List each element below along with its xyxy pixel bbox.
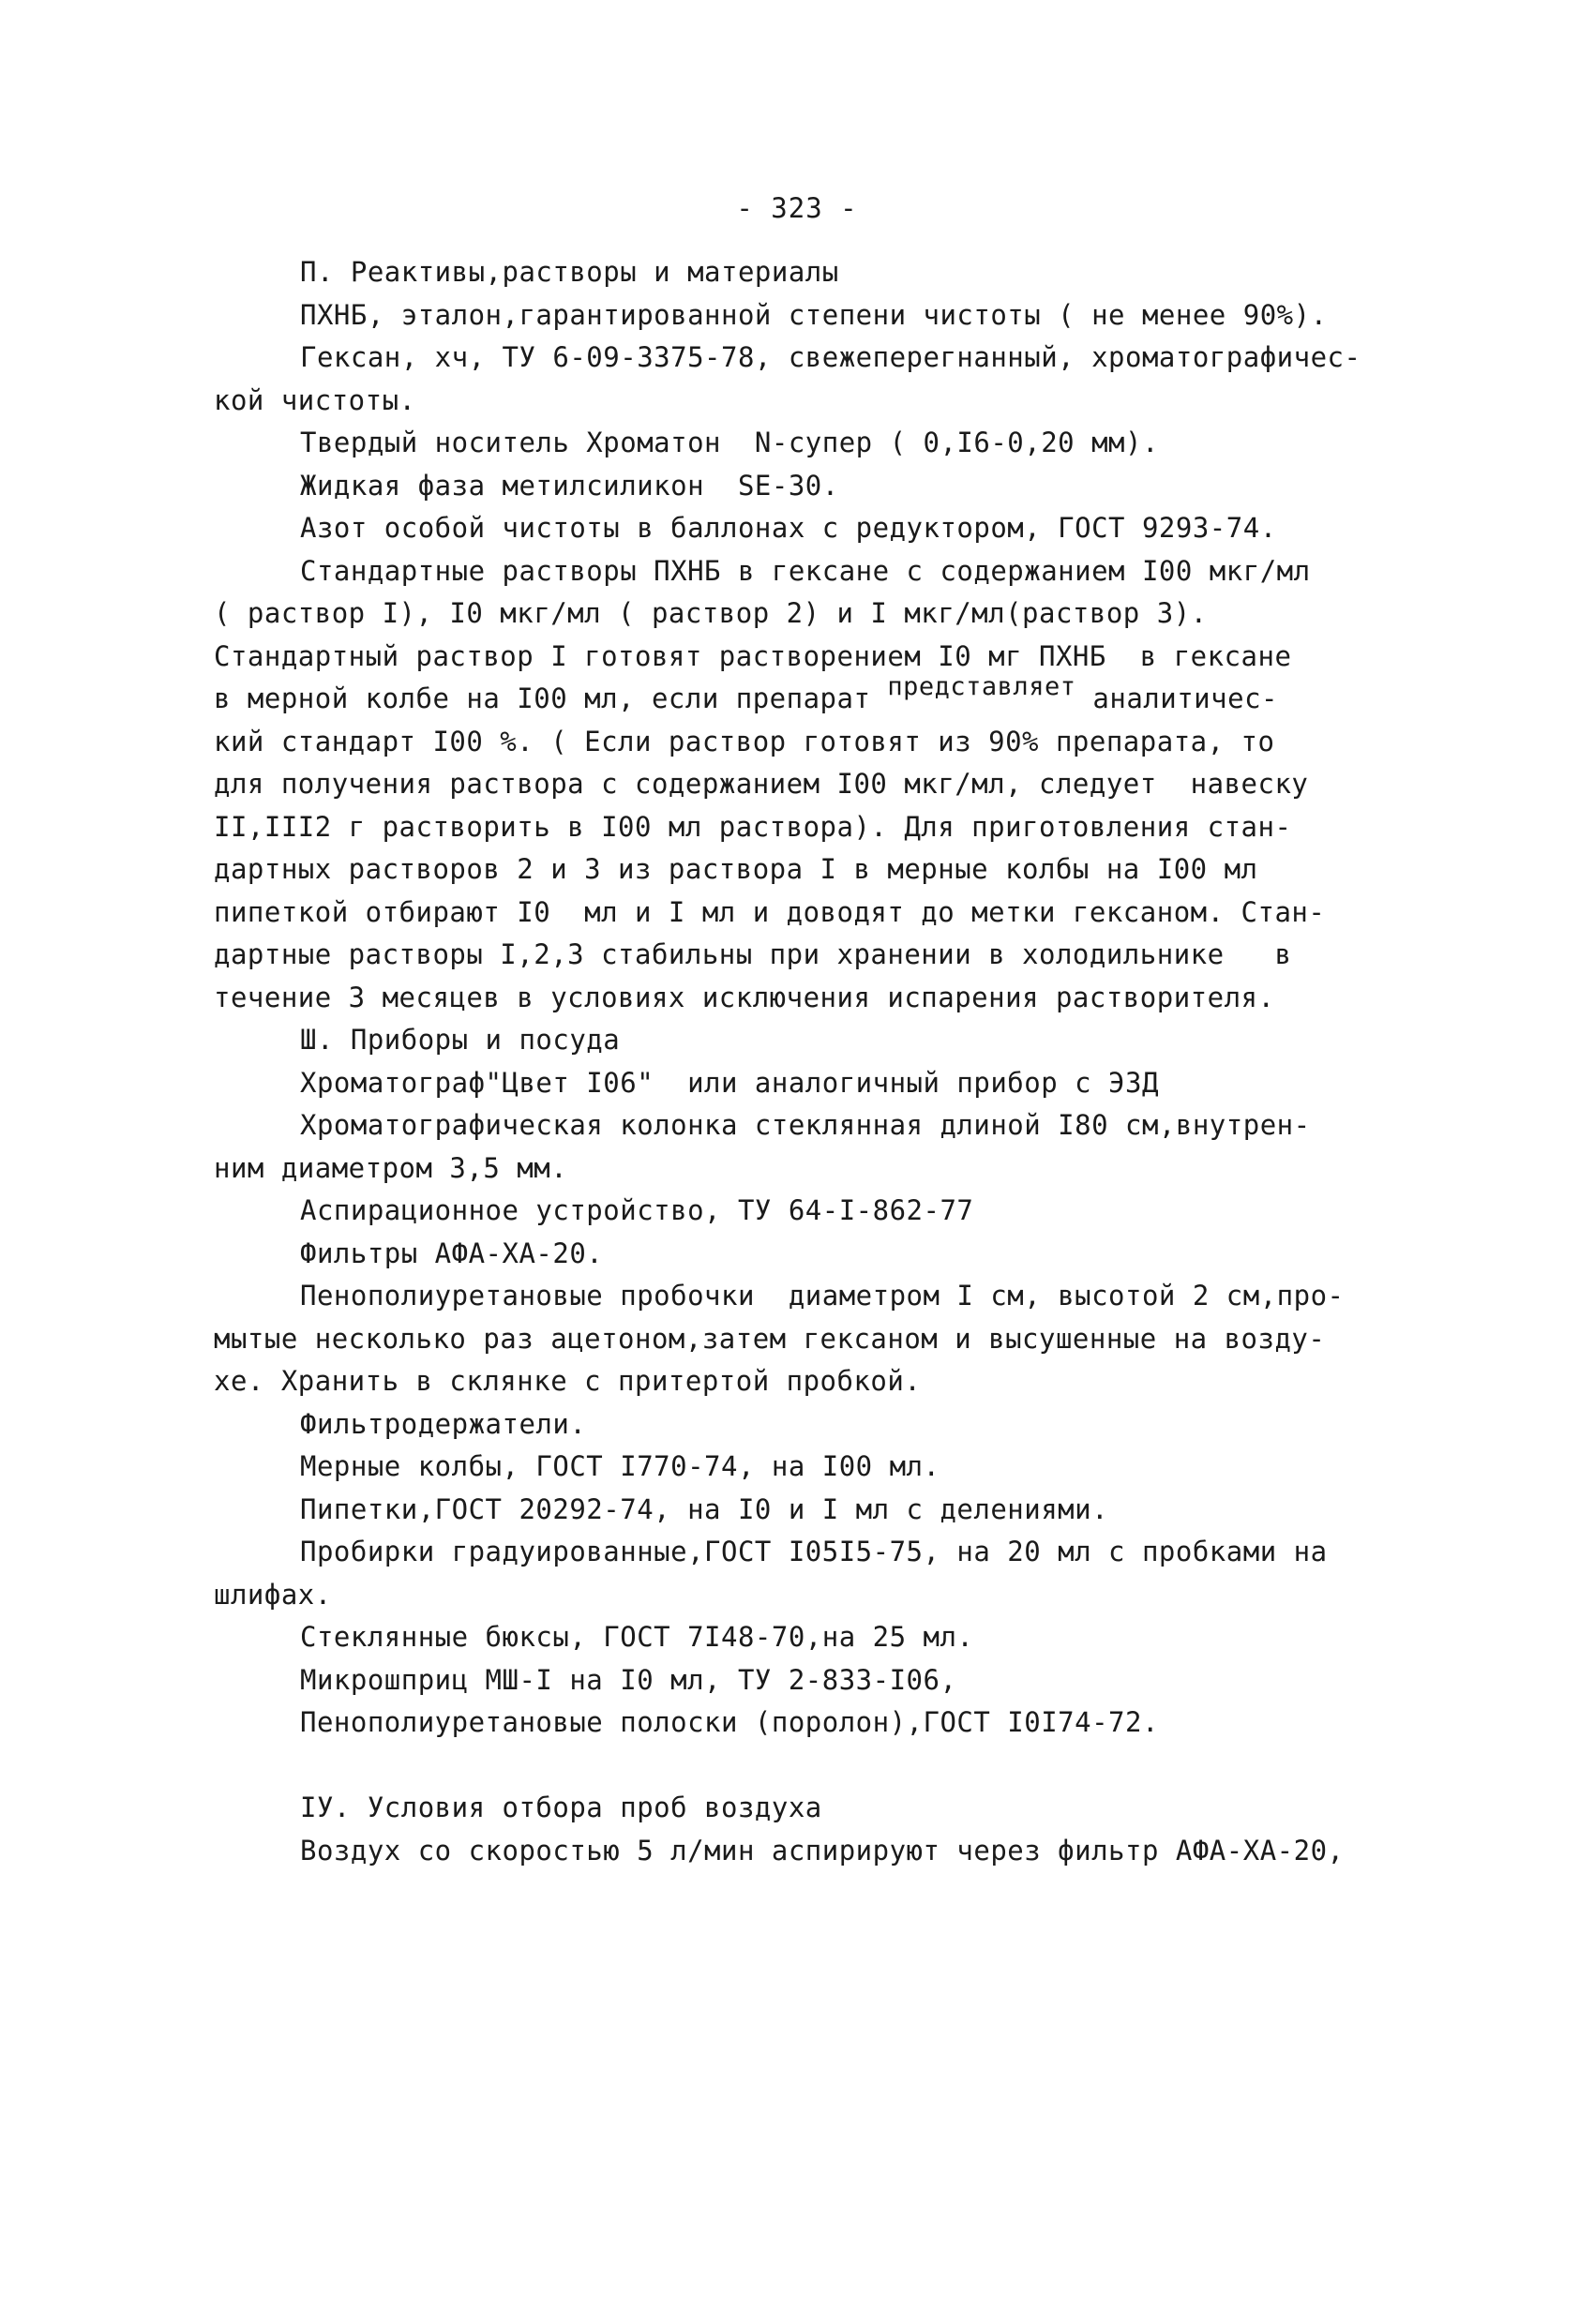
line-text: Твердый носитель Хроматон N-супер ( 0,I6-0,20 мм). [300, 427, 1159, 458]
text-line [214, 422, 1433, 465]
text-line [214, 507, 1433, 550]
line-text: кий стандарт I00 %. ( Если раствор готовят из 90% препарата, то [214, 725, 1275, 757]
text-line [214, 672, 1433, 721]
line-text: Пипетки,ГОСТ 20292-74, на I0 и I мл с делениями. [300, 1492, 1109, 1525]
line-text: Пробирки градуированные,ГОСТ I05I5-75, на 20 мл с пробками на [300, 1536, 1328, 1567]
text-line [214, 550, 1433, 593]
line-text: Микрошприц МШ-I на I0 мл, ТУ 2-833-I06, [300, 1663, 957, 1696]
text-line [214, 1275, 1433, 1318]
line-text: Фильтродержатели. [300, 1407, 587, 1440]
text-line [214, 763, 1433, 806]
line-text: дартных растворов 2 и 3 из раствора I в мерные колбы на I00 мл [214, 853, 1258, 885]
line-text: кой чистоты. [214, 383, 416, 416]
line-text: ним диаметром 3,5 мм. [214, 1151, 568, 1184]
text-line [214, 1019, 1433, 1062]
blank-line [214, 1745, 1433, 1788]
text-line [214, 1531, 1433, 1574]
text-line [214, 977, 1433, 1020]
text-line [214, 1659, 1433, 1702]
text-line [214, 1787, 1433, 1830]
line-text: Воздух со скоростью 5 л/мин аспирируют через фильтр АФА-ХА-20, [300, 1834, 1345, 1867]
text-line [214, 1360, 1433, 1403]
line-text: IУ. Условия отбора проб воздуха [300, 1792, 822, 1823]
line-text: Фильтры АФА-ХА-20. [300, 1237, 604, 1269]
text-line [214, 806, 1433, 849]
text-line [214, 380, 1433, 423]
line-text: II,III2 г растворить в I00 мл раствора). Для приготовления стан- [214, 810, 1292, 843]
text-line [214, 1489, 1433, 1532]
text-line [214, 1702, 1433, 1745]
text-line [214, 1318, 1433, 1361]
line-text: ( раствор I), I0 мкг/мл ( раствор 2) и I мкг/мл(раствор 3). [214, 597, 1208, 629]
text-line [214, 294, 1433, 337]
line-text: Пенополиуретановые полоски (поролон),ГОСТ I0I74-72. [300, 1706, 1159, 1738]
text-line [214, 1446, 1433, 1489]
line-text: ПХНБ, эталон,гарантированной степени чистоты ( не менее 90%). [300, 298, 1328, 331]
text-line [214, 1616, 1433, 1659]
text-line [214, 465, 1433, 508]
line-text: Азот особой чистоты в баллонах с редуктором, ГОСТ 9293-74. [300, 512, 1277, 544]
text-line [214, 1190, 1433, 1233]
text-line [214, 251, 1433, 294]
line-text: в мерной колбе на I00 мл, если препарат [214, 682, 888, 714]
text-line [214, 892, 1433, 935]
line-text: мытые несколько раз ацетоном,затем гексаном и высушенные на возду- [214, 1322, 1326, 1355]
text-line [214, 1147, 1433, 1191]
line-text: П. Реактивы,растворы и материалы [300, 256, 839, 288]
line-text: Хроматограф"Цвет I06" или аналогичный прибор с ЭЗД [300, 1066, 1159, 1099]
text-line [214, 1104, 1433, 1147]
text-line [214, 1830, 1433, 1873]
line-text: дартные растворы I,2,3 стабильны при хранении в холодильнике в [214, 938, 1292, 970]
line-text: хе. Хранить в склянке с притертой пробкой. [214, 1365, 922, 1397]
line-text: Гексан, хч, ТУ 6-09-3375-78, свежеперегнанный, хроматографичес- [300, 341, 1361, 373]
text-line [214, 934, 1433, 977]
text-line [214, 1403, 1433, 1447]
text-line [214, 1062, 1433, 1105]
line-text: течение 3 месяцев в условиях исключения испарения растворителя. [214, 981, 1275, 1013]
line-text: Аспирационное устройство, ТУ 64-I-862-77 [300, 1194, 974, 1226]
text-line [214, 636, 1433, 679]
line-text: пипеткой отбирают I0 мл и I мл и доводят до метки гексаном. Стан- [214, 895, 1326, 928]
line-text: Жидкая фаза метилсиликон SE-30. [300, 469, 839, 502]
line-text: Хроматографическая колонка стеклянная длиной I80 см,внутрен- [300, 1109, 1311, 1141]
line-text: Ш. Приборы и посуда [300, 1024, 621, 1056]
line-text-continued: аналитичес- [1075, 682, 1278, 714]
superscript-insertion: представляет [887, 672, 1076, 701]
text-line [214, 592, 1433, 636]
page-number: - 323 - [736, 192, 858, 224]
line-text: Стандартные растворы ПХНБ в гексане с содержанием I00 мкг/мл [300, 554, 1311, 587]
text-line [214, 337, 1433, 380]
line-text: Стандартный раствор I готовят растворением I0 мг ПХНБ в гексане [214, 639, 1292, 672]
line-text: Мерные колбы, ГОСТ I770-74, на I00 мл. [300, 1450, 940, 1482]
text-line [214, 848, 1433, 892]
document-body [214, 251, 1433, 1872]
line-text: Стеклянные бюксы, ГОСТ 7I48-70,на 25 мл. [300, 1621, 974, 1653]
text-line [214, 1574, 1433, 1617]
line-text: для получения раствора с содержанием I00 мкг/мл, следует навеску [214, 768, 1309, 800]
text-line [214, 721, 1433, 764]
text-line [214, 1233, 1433, 1276]
line-text: шлифах. [214, 1578, 332, 1611]
line-text: Пенополиуретановые пробочки диаметром I см, высотой 2 см,про- [300, 1280, 1345, 1312]
